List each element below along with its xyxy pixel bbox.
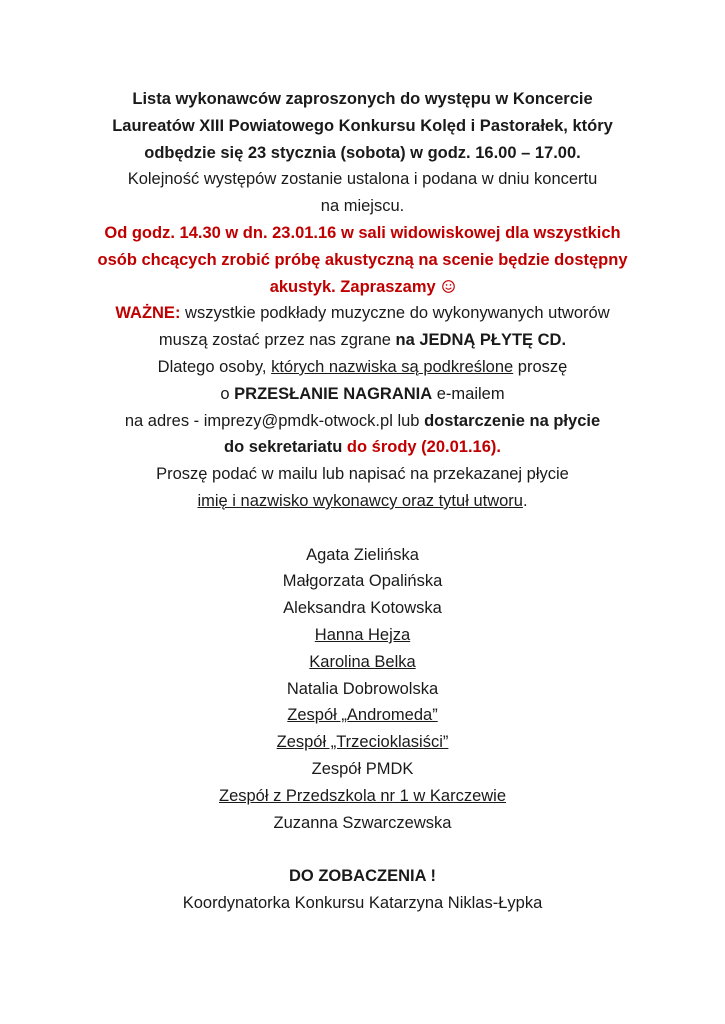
important-line-7: Proszę podać w mailu lub napisać na przekazanej płycie bbox=[156, 465, 569, 484]
spacer bbox=[60, 836, 665, 863]
important-line-6: do sekretariatu do środy (20.01.16). bbox=[224, 438, 501, 457]
performer-name: Natalia Dobrowolska bbox=[286, 679, 439, 698]
important-line-1: WAŻNE: wszystkie podkłady muzyczne do wykonywanych utworów bbox=[115, 304, 610, 323]
important-label: WAŻNE: bbox=[115, 304, 181, 323]
title-line-3: odbędzie się 23 stycznia (sobota) w godz. 16.00 – 17.00. bbox=[144, 143, 581, 162]
important-line-5: na adres - imprezy@pmdk-otwock.pl lub dostarczenie na płycie bbox=[124, 411, 601, 430]
order-line-1: Kolejność występów zostanie ustalona i podana w dniu koncertu bbox=[127, 170, 598, 189]
document-content bbox=[60, 86, 665, 917]
title-line-1: Lista wykonawców zaproszonych do występu w Koncercie bbox=[132, 90, 593, 108]
rehearsal-line-1: Od godz. 14.30 w dn. 23.01.16 w sali widowiskowej dla wszystkich bbox=[104, 223, 621, 242]
performer-list bbox=[60, 542, 665, 837]
order-line-2: na miejscu. bbox=[320, 197, 405, 216]
rehearsal-invite-text: akustyk. Zapraszamy bbox=[269, 277, 436, 296]
deadline-text: do środy (20.01.16). bbox=[346, 438, 501, 457]
performer-name: Zuzanna Szwarczewska bbox=[273, 813, 452, 832]
performer-name: Zespół z Przedszkola nr 1 w Karczewie bbox=[218, 786, 507, 805]
important-line-2: muszą zostać przez nas zgrane na JEDNĄ PŁYTĘ CD. bbox=[158, 331, 567, 350]
performer-name: Aleksandra Kotowska bbox=[283, 599, 442, 618]
rehearsal-line-2: osób chcących zrobić próbę akustyczną na scenie będzie dostępny bbox=[97, 250, 628, 269]
smiley-face-icon bbox=[442, 280, 455, 293]
spacer bbox=[60, 515, 665, 542]
send-recording-text: PRZESŁANIE NAGRANIA bbox=[234, 384, 433, 403]
signature-text: Koordynatorka Konkursu Katarzyna Niklas-Łypka bbox=[182, 893, 543, 912]
farewell-text: DO ZOBACZENIA ! bbox=[289, 867, 436, 886]
underlined-names-note: których nazwiska są podkreślone bbox=[271, 357, 514, 376]
performer-name: Hanna Hejza bbox=[314, 625, 411, 644]
performer-name: Karolina Belka bbox=[309, 652, 416, 671]
performer-name: Zespół „Trzecioklasiści” bbox=[276, 733, 449, 752]
important-line-8: imię i nazwisko wykonawcy oraz tytuł utworu. bbox=[197, 491, 528, 510]
performer-name: Zespół „Andromeda” bbox=[287, 706, 438, 725]
title-line-2: Laureatów XIII Powiatowego Konkursu Kolęd i Pastorałek, który bbox=[112, 116, 613, 135]
email-address-text: na adres - imprezy@pmdk-otwock.pl lub bbox=[124, 411, 425, 430]
rehearsal-line-3 bbox=[60, 274, 665, 301]
important-line-4: o PRZESŁANIE NAGRANIA e-mailem bbox=[220, 384, 505, 403]
performer-name: Małgorzata Opalińska bbox=[282, 572, 443, 591]
one-cd-text: na JEDNĄ PŁYTĘ CD. bbox=[395, 331, 567, 350]
important-line-3: Dlatego osoby, których nazwiska są podkreślone proszę bbox=[157, 357, 568, 376]
performer-name: Zespół PMDK bbox=[311, 759, 414, 778]
performer-name: Agata Zielińska bbox=[306, 545, 419, 564]
